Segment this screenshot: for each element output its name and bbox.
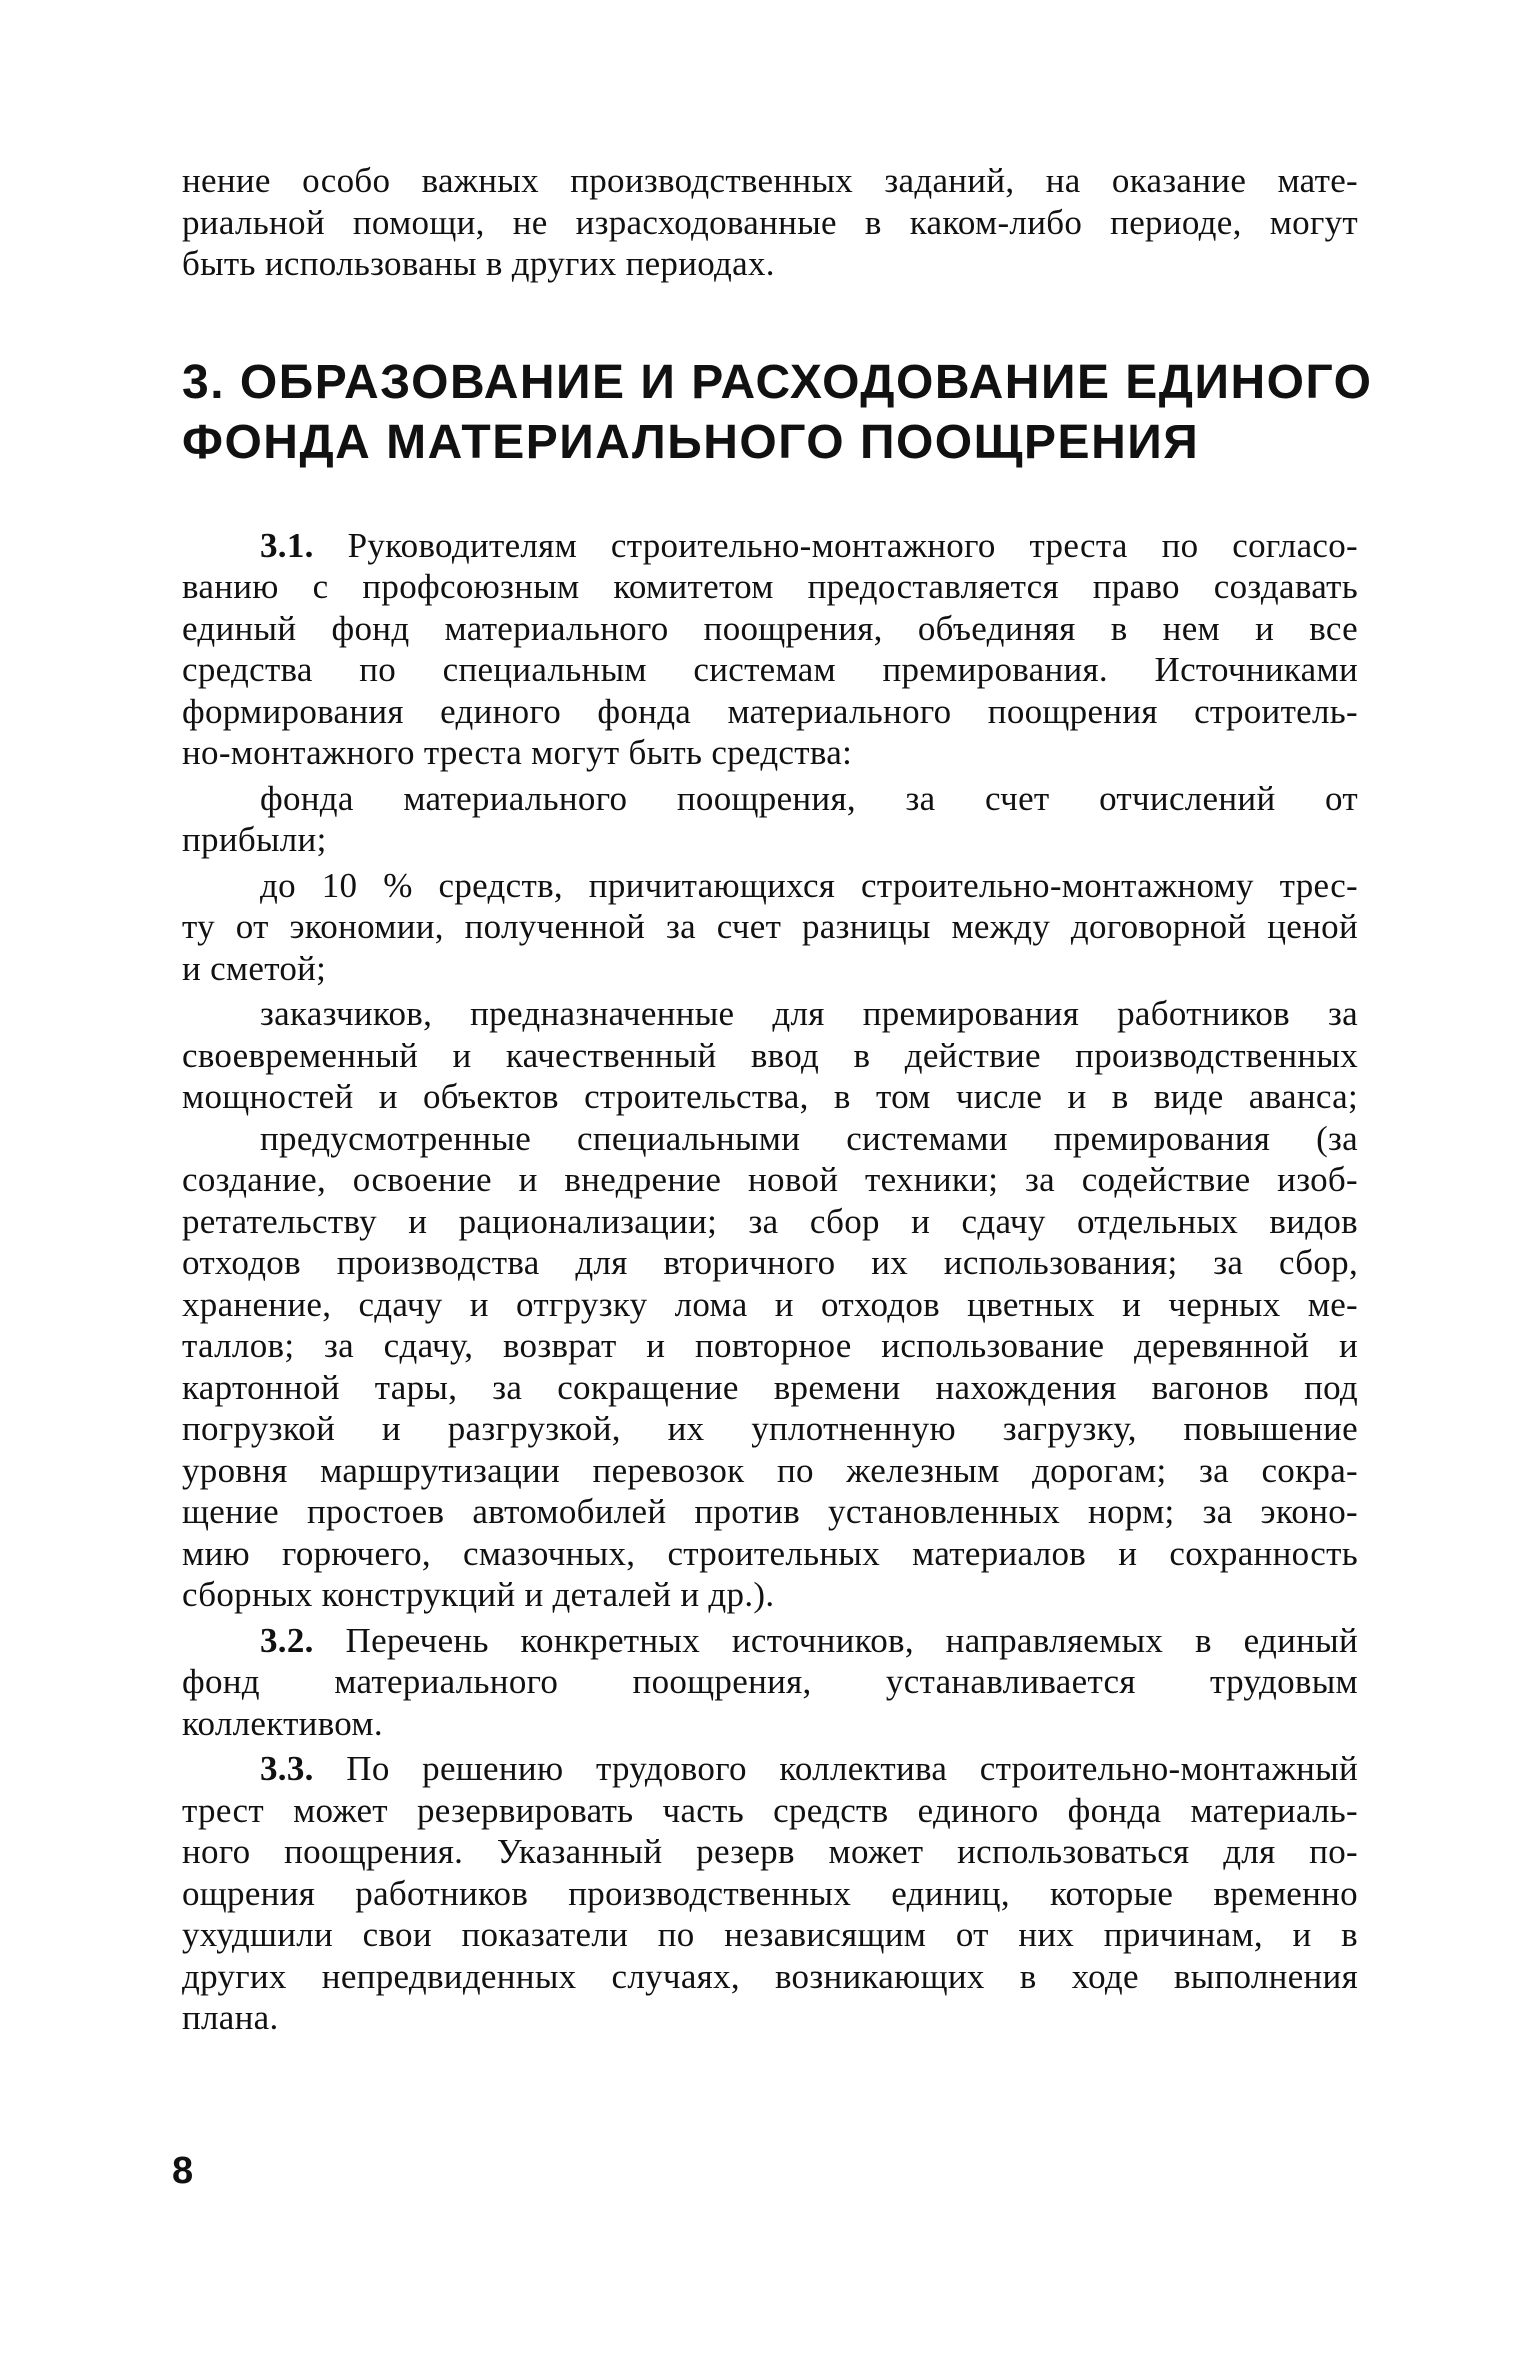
text-line: единый фонд материального поощрения, объединяя в нем и все xyxy=(182,608,1358,648)
text-line: плана. xyxy=(182,1998,279,2037)
text-line: своевременный и качественный ввод в действие производственных xyxy=(182,1035,1358,1075)
text-line: и сметой; xyxy=(182,948,327,988)
text-line: нение особо важных производственных заданий, на оказание мате- xyxy=(182,161,1358,200)
text-line: других непредвиденных случаях, возникающих в ходе выполнения xyxy=(182,1956,1358,1996)
text-line: щение простоев автомобилей против установленных норм; за эконо- xyxy=(182,1492,1358,1531)
text-line: ного поощрения. Указанный резерв может использоваться для по- xyxy=(182,1832,1358,1871)
text-line xyxy=(182,1620,1358,1662)
text-line: отходов производства для вторичного их использования; за сбор, xyxy=(182,1243,1358,1282)
heading-line-1: 3. ОБРАЗОВАНИЕ И РАСХОДОВАНИЕ ЕДИНОГО xyxy=(182,355,1373,409)
page-number: 8 xyxy=(172,2150,194,2192)
text-line: прибыли; xyxy=(182,820,327,859)
text-line: быть использованы в других периодах. xyxy=(182,244,775,283)
text-line: ухудшили свои показатели по независящим от них причинам, и в xyxy=(182,1915,1358,1954)
text-span: По решению трудового коллектива строительно-монтажный xyxy=(346,1749,1358,1788)
text-line: таллов; за сдачу, возврат и повторное использование деревянной и xyxy=(182,1326,1358,1365)
text-line: сборных конструкций и деталей и др.). xyxy=(182,1575,775,1614)
text-line: ретательству и рационализации; за сбор и сдачу отдельных видов xyxy=(182,1201,1358,1241)
section-heading xyxy=(182,353,1373,473)
section-number: 3.2. xyxy=(260,1620,314,1660)
section-number: 3.1. xyxy=(260,525,314,565)
text-line: коллективом. xyxy=(182,1703,383,1743)
paragraph-3-3 xyxy=(182,1748,1358,2039)
text-line: средства по специальным системам премирования. Источниками xyxy=(182,650,1358,689)
text-line: но-монтажного треста могут быть средства: xyxy=(182,733,853,772)
text-line xyxy=(182,1748,1358,1790)
text-line: картонной тары, за сокращение времени нахождения вагонов под xyxy=(182,1367,1358,1407)
text-line: мию горючего, смазочных, строительных материалов и сохранность xyxy=(182,1533,1358,1573)
text-line: ту от экономии, полученной за счет разницы между договорной ценой xyxy=(182,907,1358,946)
text-line: фонд материального поощрения, устанавливается трудовым xyxy=(182,1662,1358,1701)
list-item-customers xyxy=(182,993,1358,1118)
text-line: фонда материального поощрения, за счет отчислений от xyxy=(260,778,1358,818)
text-line: риальной помощи, не израсходованные в каком-либо периоде, могут xyxy=(182,202,1358,242)
page-body xyxy=(182,160,1373,2039)
text-line: погрузкой и разгрузкой, их уплотненную загрузку, повышение xyxy=(182,1409,1358,1448)
text-line: трест может резервировать часть средств единого фонда материаль- xyxy=(182,1790,1358,1830)
text-line: ощрения работников производственных единиц, которые временно xyxy=(182,1873,1358,1913)
paragraph-3-1 xyxy=(182,525,1358,774)
list-item-profit xyxy=(182,778,1358,861)
text-line: создание, освоение и внедрение новой техники; за содействие изоб- xyxy=(182,1160,1358,1199)
text-span: Перечень конкретных источников, направляемых в единый xyxy=(345,1620,1358,1660)
text-line: формирования единого фонда материального поощрения строитель- xyxy=(182,691,1358,731)
text-line: ванию с профсоюзным комитетом предоставляется право создавать xyxy=(182,567,1358,606)
text-line: заказчиков, предназначенные для премирования работников за xyxy=(260,994,1358,1033)
text-line: до 10 % средств, причитающихся строительно-монтажному трес- xyxy=(260,865,1358,905)
list-item-economy xyxy=(182,865,1358,990)
text-line: хранение, сдачу и отгрузку лома и отходов цветных и черных ме- xyxy=(182,1284,1358,1324)
text-line xyxy=(182,525,1358,567)
heading-line-2: ФОНДА МАТЕРИАЛЬНОГО ПООЩРЕНИЯ xyxy=(182,415,1200,469)
text-line: уровня маршрутизации перевозок по железным дорогам; за сокра- xyxy=(182,1450,1358,1490)
text-span: Руководителям строительно-монтажного треста по согласо- xyxy=(347,525,1358,565)
intro-paragraph xyxy=(182,160,1358,285)
text-line: предусмотренные специальными системами премирования (за xyxy=(260,1118,1358,1158)
list-item-special xyxy=(182,1118,1358,1616)
text-line: мощностей и объектов строительства, в том числе и в виде аванса; xyxy=(182,1077,1358,1116)
section-number: 3.3. xyxy=(260,1749,314,1788)
paragraph-3-2 xyxy=(182,1620,1358,1745)
